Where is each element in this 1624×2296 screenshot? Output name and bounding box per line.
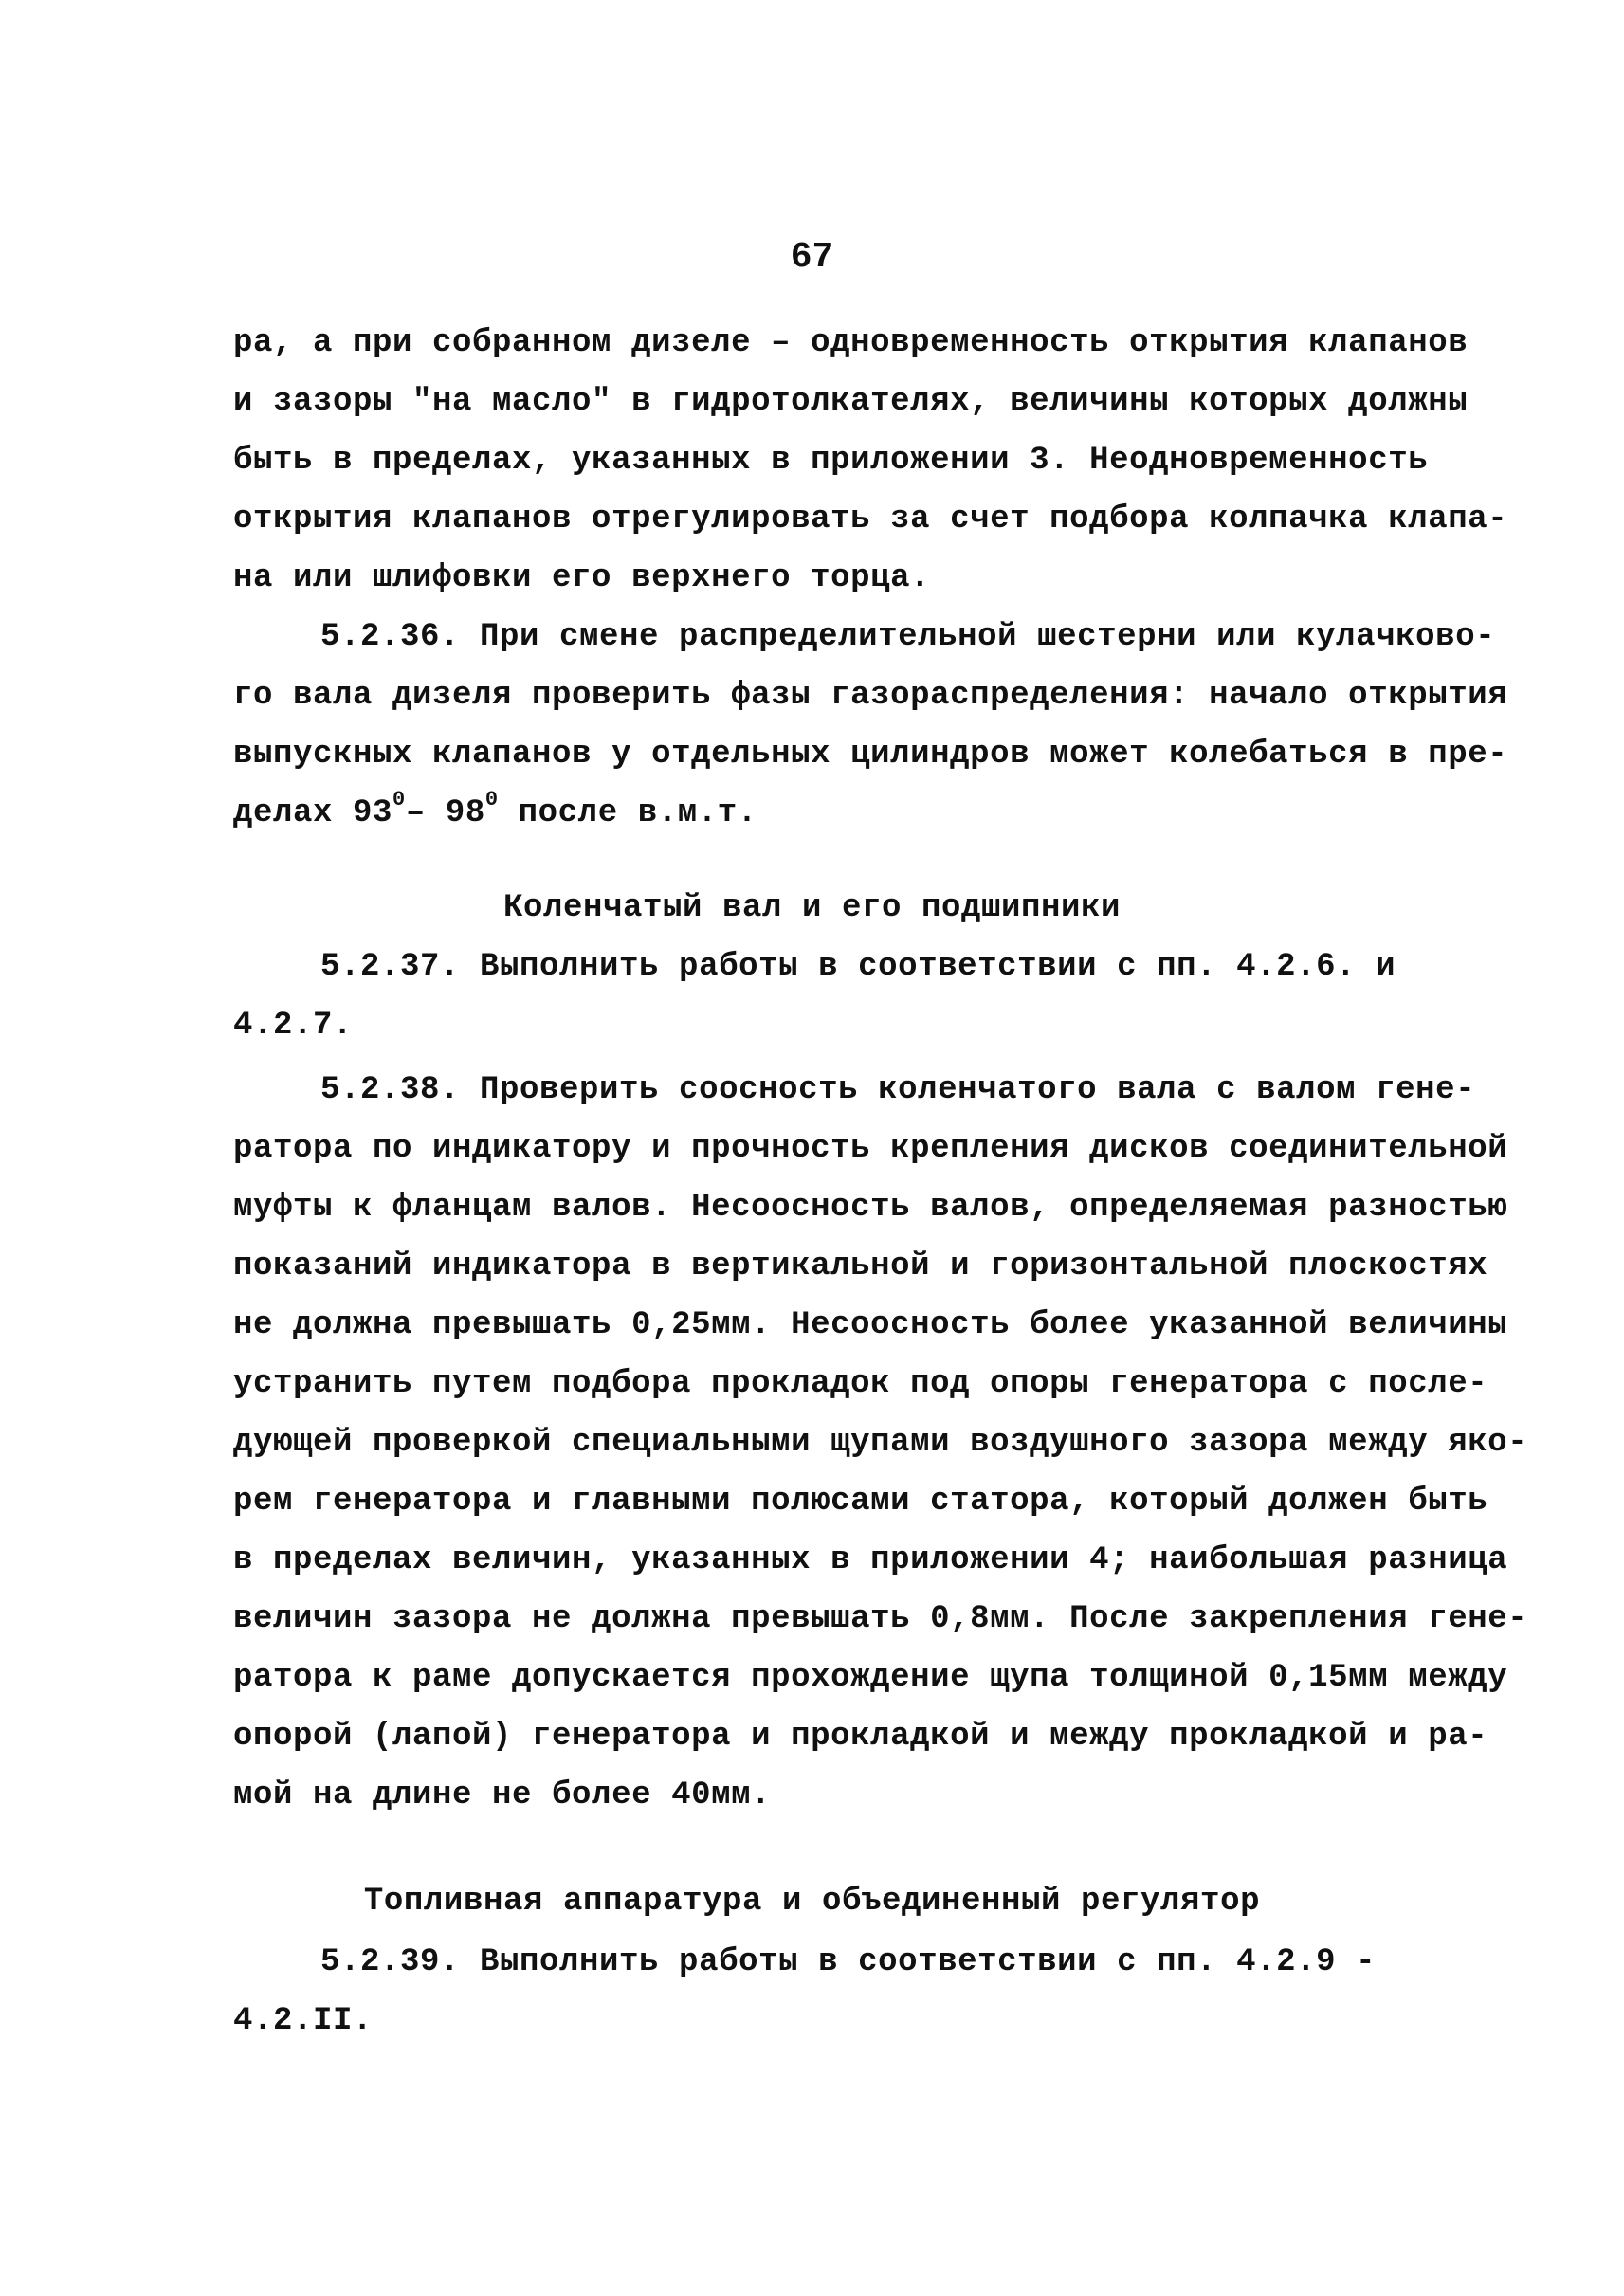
- text-line: 5.2.38. Проверить соосность коленчатого вала с валом гене-: [320, 1072, 1476, 1108]
- text-line: открытия клапанов отрегулировать за счет подбора колпачка клапа-: [233, 501, 1508, 538]
- degree-mark: 0: [392, 788, 406, 811]
- text-fragment: после в.м.т.: [498, 795, 757, 831]
- text-line: 5.2.39. Выполнить работы в соответствии с пп. 4.2.9 -: [320, 1944, 1377, 1980]
- text-line: ратора к раме допускается прохождение щупа толщиной 0,15мм между: [233, 1660, 1508, 1696]
- text-line: и зазоры "на масло" в гидротолкателях, величины которых должны: [233, 384, 1469, 420]
- text-line: опорой (лапой) генератора и прокладкой и между прокладкой и ра-: [233, 1719, 1488, 1755]
- text-line: мой на длине не более 40мм.: [233, 1777, 772, 1813]
- text-line: 5.2.37. Выполнить работы в соответствии с пп. 4.2.6. и: [320, 949, 1396, 985]
- text-line: го вала дизеля проверить фазы газораспределения: начало открытия: [233, 678, 1508, 714]
- text-line: величин зазора не должна превышать 0,8мм. После закрепления гене-: [233, 1601, 1528, 1637]
- section-heading: Топливная аппаратура и объединенный регулятор: [363, 1884, 1261, 1920]
- section-heading: Коленчатый вал и его подшипники: [502, 890, 1122, 926]
- degree-mark: 0: [484, 788, 499, 811]
- text-line: быть в пределах, указанных в приложении 3. Неодновременность: [233, 443, 1429, 479]
- text-line: в пределах величин, указанных в приложении 4; наибольшая разница: [233, 1542, 1508, 1578]
- text-line: муфты к фланцам валов. Несоосность валов, определяемая разностью: [233, 1190, 1508, 1226]
- text-line: не должна превышать 0,25мм. Несоосность более указанной величины: [233, 1307, 1508, 1343]
- text-line: выпускных клапанов у отдельных цилиндров может колебаться в пре-: [233, 737, 1508, 773]
- text-fragment: делах 93: [233, 795, 393, 831]
- text-line: 4.2.II.: [233, 2003, 374, 2039]
- text-line: устранить путем подбора прокладок под опоры генератора с после-: [233, 1366, 1488, 1402]
- text-line: на или шлифовки его верхнего торца.: [233, 560, 931, 596]
- page-number: 67: [790, 237, 834, 278]
- text-line: ра, а при собранном дизеле – одновременность открытия клапанов: [233, 325, 1469, 361]
- text-line-degrees: [233, 788, 757, 836]
- text-line: рем генератора и главными полюсами статора, который должен быть: [233, 1484, 1488, 1520]
- text-line: дующей проверкой специальными щупами воздушного зазора между яко-: [233, 1425, 1528, 1461]
- text-line: ратора по индикатору и прочность крепления дисков соединительной: [233, 1131, 1508, 1167]
- text-line: 5.2.36. При смене распределительной шестерни или кулачково-: [320, 619, 1496, 655]
- text-fragment: – 98: [405, 795, 485, 831]
- text-line: показаний индикатора в вертикальной и горизонтальной плоскостях: [233, 1248, 1488, 1285]
- text-line: 4.2.7.: [233, 1008, 354, 1044]
